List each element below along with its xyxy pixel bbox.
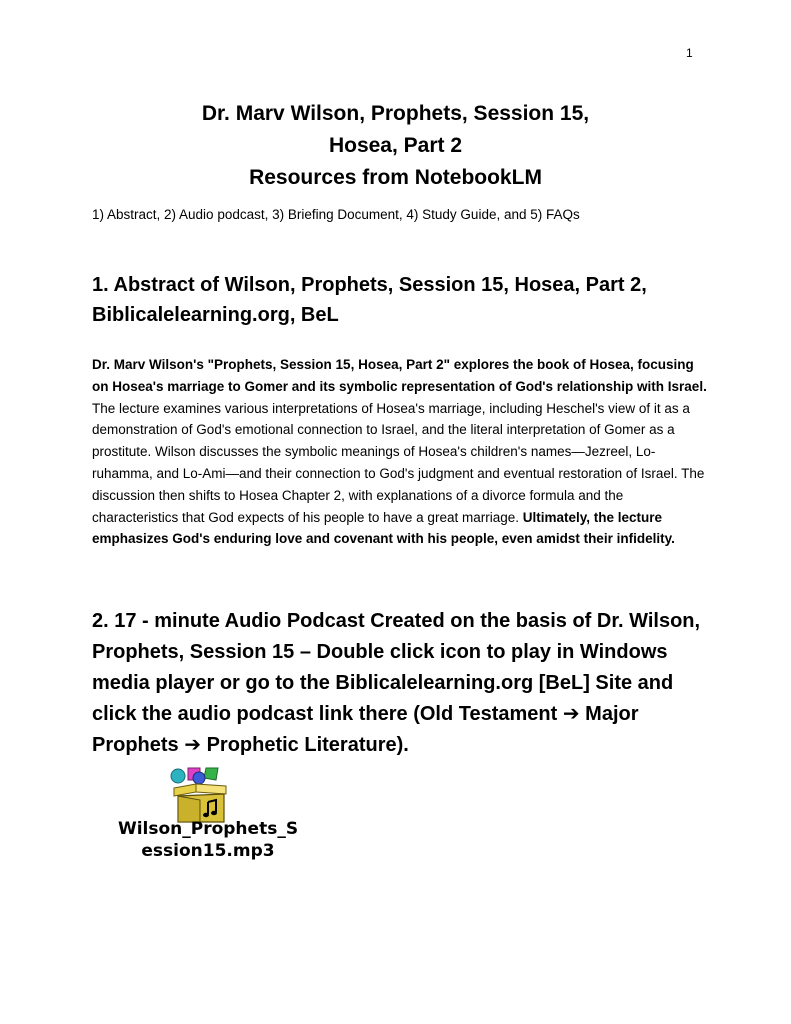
arrow-right-icon: ➔ — [184, 734, 202, 756]
abstract-body: The lecture examines various interpretations of Hosea's marriage, including Heschel's view of it as a demonstration of God's emotional connection to Israel, and the literal interpretation of Gomer as a prostitute. Wilson discusses the symbolic meanings of Hosea's children's names—Jezreel, Lo-ruhamma, and Lo-Ami—and their connection to God's judgment and eventual restoration of Israel. The discussion then shifts to Hosea Chapter 2, with explanations of a divorce formula and the characteristics that God expects of his people to have a great marriage. — [92, 400, 705, 525]
abstract-bold-intro: Dr. Marv Wilson's "Prophets, Session 15, Hosea, Part 2" explores the book of Hosea, focusing on Hosea's marriage to Gomer and its symbolic representation of God's relationship with Israel. — [92, 357, 707, 394]
arrow-right-icon: ➔ — [562, 703, 580, 725]
title-line-2: Hosea, Part 2 — [328, 134, 463, 157]
page-title — [0, 98, 791, 194]
abstract-bold-outro: Ultimately, the lecture emphasizes God's enduring love and covenant with his people, even amidst their infidelity. — [92, 509, 675, 547]
abstract-heading-line-2: Biblicalelearning.org, BeL — [92, 304, 339, 326]
file-label-line-1: Wilson_Prophets_S — [117, 819, 299, 839]
abstract-paragraph — [92, 354, 712, 550]
abstract-heading — [92, 270, 712, 330]
title-line-3: Resources from NotebookLM — [249, 166, 542, 189]
podcast-heading-part-3: Prophetic Literature). — [201, 734, 409, 756]
audio-file-label[interactable] — [93, 818, 323, 862]
file-label-line-2: ession15.mp3 — [141, 841, 275, 861]
title-line-1: Dr. Marv Wilson, Prophets, Session 15, — [201, 102, 590, 125]
podcast-heading-part-2: Major Prophets — [92, 703, 639, 756]
page-number: 1 — [686, 46, 693, 60]
abstract-heading-line-1: 1. Abstract of Wilson, Prophets, Session 15, Hosea, Part 2, — [92, 274, 647, 296]
contents-line: 1) Abstract, 2) Audio podcast, 3) Briefing Document, 4) Study Guide, and 5) FAQs — [92, 207, 580, 222]
podcast-heading-part-1: 2. 17 - minute Audio Podcast Created on the basis of Dr. Wilson, Prophets, Session 15 – Double click icon to play in Windows media player or go to the Biblicalelearning.org [BeL] Site and click the audio podcast link there (Old Testament — [92, 610, 701, 725]
package-audio-icon[interactable] — [166, 766, 236, 824]
podcast-heading — [92, 606, 722, 761]
